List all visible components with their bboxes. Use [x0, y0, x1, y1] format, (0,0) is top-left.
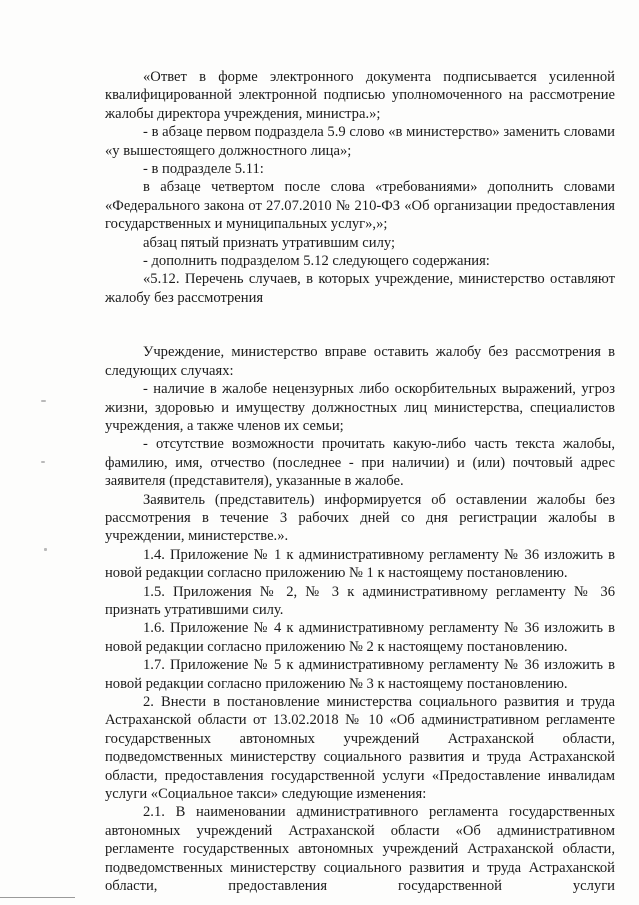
paragraph: 1.5. Приложения № 2, № 3 к административному регламенту № 36 признать утратившими силу. [105, 583, 615, 618]
paragraph: 1.6. Приложение № 4 к административному регламенту № 36 изложить в новой редакции согласно приложению № 2 к настоящему постановлению. [105, 620, 615, 655]
paragraph: - дополнить подразделом 5.12 следующего содержания: [143, 253, 490, 270]
paragraph: Заявитель (представитель) информируется об оставлении жалобы без рассмотрения в течение 3 рабочих дней со дня регистрации жалобы в учреждении, министерстве.». [105, 491, 615, 545]
paragraph: - в подразделе 5.11: [143, 161, 264, 178]
paragraph: 2. Внести в постановление министерства социального развития и труда Астраханской области от 13.02.2018 № 10 «Об административном регламенте государственных автономных учреждений Астраханской области, подведомственных министерству социального развития и труда Астраханской области, предоставления государственной услуги «Предоставление инвалидам услуги «Социальное такси» следующие изменения: [105, 694, 615, 803]
document-body [105, 68, 615, 895]
paragraph: 1.4. Приложение № 1 к административному регламенту № 36 изложить в новой редакции согласно приложению № 1 к настоящему постановлению. [105, 546, 615, 582]
paragraph: «Ответ в форме электронного документа подписывается усиленной квалифицированной электронной подписью уполномоченного на рассмотрение жалобы директора учреждения, министра.»; [105, 69, 615, 122]
scan-speck [44, 548, 47, 551]
paragraph: - отсутствие возможности прочитать какую-либо часть текста жалобы, фамилию, имя, отчество (последнее - при наличии) и (или) почтовый адрес заявителя (представителя), указанные в жалобе. [105, 436, 615, 490]
paragraph-gap [105, 307, 615, 343]
paragraph: «5.12. Перечень случаев, в которых учреждение, министерство оставляют жалобу без рассмотрения [105, 271, 615, 306]
scan-speck [41, 461, 45, 463]
scan-speck [41, 400, 46, 402]
paragraph: - в абзаце первом подраздела 5.9 слово «в министерство» заменить словами «у вышестоящего должностного лица»; [105, 124, 615, 159]
paragraph: 1.7. Приложение № 5 к административному регламенту № 36 изложить в новой редакции согласно приложению № 3 к настоящему постановлению. [105, 657, 615, 692]
paragraph: абзац пятый признать утратившим силу; [143, 234, 396, 251]
paragraph: 2.1. В наименовании административного регламента государственных автономных учреждений Астраханской области «Об административном регламенте государственных автономных учреждений Астраханской области, подведомственных министерству социального развития и труда Астраханской области, предоставления государственной услуги [105, 804, 615, 895]
paragraph: Учреждение, министерство вправе оставить жалобу без рассмотрения в следующих случаях: [105, 344, 615, 379]
paragraph: - наличие в жалобе нецензурных либо оскорбительных выражений, угроз жизни, здоровью и имуществу должностных лиц министерства, специалистов учреждения, а также членов их семьи; [105, 381, 615, 434]
paragraph: в абзаце четвертом после слова «требованиями» дополнить словами «Федерального закона от 27.07.2010 № 210-ФЗ «Об организации предоставления государственных и муниципальных услуг»,»; [105, 179, 615, 233]
scan-edge-line [0, 897, 75, 898]
